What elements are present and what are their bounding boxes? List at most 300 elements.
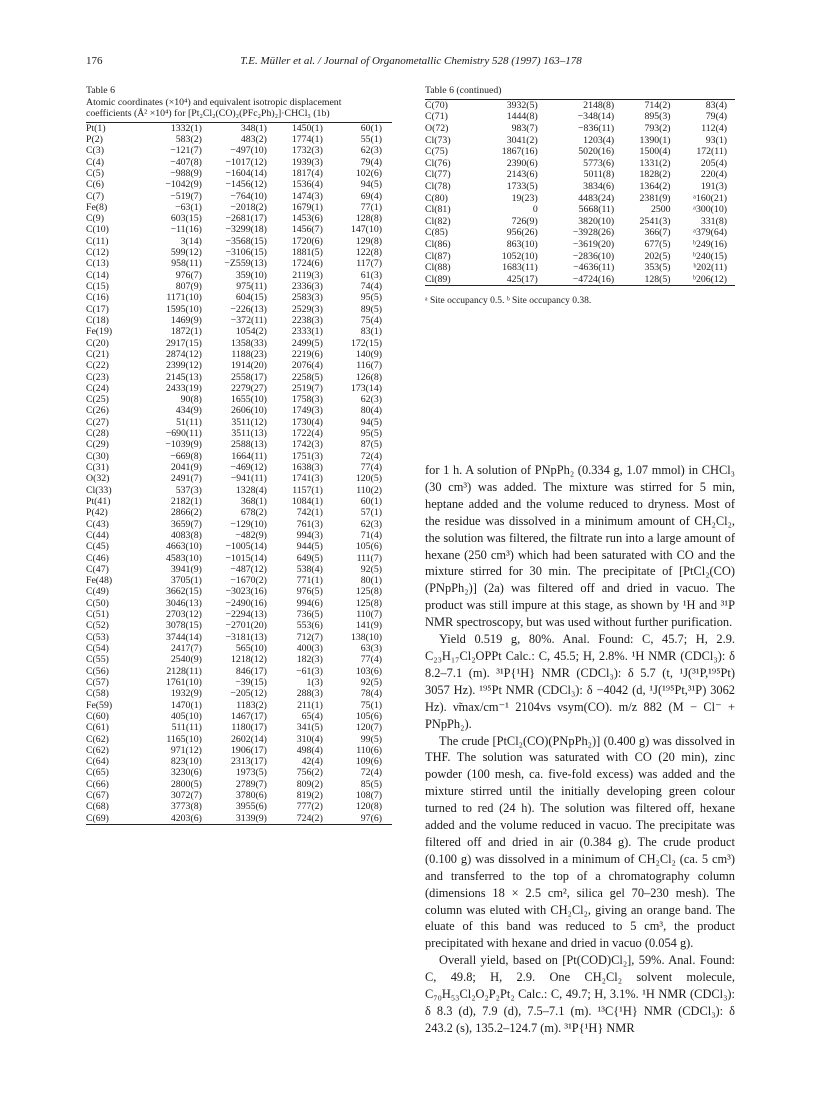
atom-label-cell: C(54) bbox=[86, 643, 109, 655]
value-cell: 211(1) bbox=[297, 699, 323, 711]
value-cell: 1331(2) bbox=[639, 157, 671, 169]
value-cell: 726(9) bbox=[511, 215, 538, 227]
value-cell: 111(7) bbox=[356, 552, 382, 564]
value-cell: 129(8) bbox=[355, 235, 382, 247]
value-cell: −1670(2) bbox=[230, 575, 267, 587]
value-cell: −1604(14) bbox=[225, 167, 267, 179]
value-cell: 2519(7) bbox=[291, 382, 323, 394]
atom-label-cell: Fe(48) bbox=[86, 575, 113, 587]
table-row bbox=[86, 292, 392, 303]
table-row bbox=[86, 779, 392, 790]
value-cell: 1180(17) bbox=[231, 722, 267, 734]
value-cell: 205(4) bbox=[700, 157, 727, 169]
value-cell: 92(5) bbox=[360, 563, 382, 575]
table-row bbox=[86, 417, 392, 428]
value-cell: 61(3) bbox=[360, 269, 382, 281]
value-cell: 603(15) bbox=[170, 213, 202, 225]
value-cell: 1906(17) bbox=[231, 744, 267, 756]
value-cell: 220(4) bbox=[700, 169, 727, 181]
value-cell: 1469(9) bbox=[170, 314, 202, 326]
atom-label-cell: P(42) bbox=[86, 507, 108, 519]
value-cell: 1973(5) bbox=[235, 767, 267, 779]
value-cell: 2279(27) bbox=[231, 382, 267, 394]
value-cell: 3820(10) bbox=[578, 215, 615, 227]
table-row bbox=[425, 250, 735, 262]
coordinates-table-continued bbox=[425, 100, 735, 286]
value-cell: 2583(3) bbox=[291, 292, 323, 304]
value-cell: 5773(6) bbox=[583, 157, 615, 169]
value-cell: 87(5) bbox=[360, 439, 382, 451]
atom-label-cell: C(71) bbox=[425, 111, 448, 123]
value-cell: 1183(2) bbox=[236, 699, 267, 711]
table-row bbox=[86, 304, 392, 315]
atom-label-cell: Pt(1) bbox=[86, 122, 106, 134]
value-cell: 109(6) bbox=[355, 756, 382, 768]
atom-label-cell: C(62) bbox=[86, 744, 109, 756]
table-row bbox=[425, 146, 735, 158]
value-cell: 678(2) bbox=[240, 507, 267, 519]
table-row bbox=[86, 564, 392, 575]
value-cell: 105(6) bbox=[355, 541, 382, 553]
value-cell: 1364(2) bbox=[639, 180, 671, 192]
table-row bbox=[86, 337, 392, 348]
value-cell: −4724(16) bbox=[572, 273, 615, 285]
value-cell: 2143(6) bbox=[506, 169, 538, 181]
value-cell: 863(10) bbox=[506, 238, 538, 250]
value-cell: 2313(17) bbox=[231, 756, 267, 768]
value-cell: 3072(7) bbox=[170, 790, 202, 802]
table-continued-bottom-rule bbox=[425, 285, 735, 286]
atom-label-cell: C(68) bbox=[86, 801, 109, 813]
table-row bbox=[86, 179, 392, 190]
value-cell: 649(5) bbox=[296, 552, 323, 564]
atom-label-cell: C(45) bbox=[86, 541, 109, 553]
value-cell: 69(4) bbox=[360, 190, 382, 202]
value-cell: 3834(6) bbox=[583, 180, 615, 192]
atom-label-cell: Cl(88) bbox=[425, 262, 451, 274]
value-cell: 405(10) bbox=[170, 710, 202, 722]
value-cell: 3659(7) bbox=[170, 518, 202, 530]
table-row bbox=[86, 767, 392, 778]
value-cell: 80(1) bbox=[360, 575, 382, 587]
value-cell: 736(5) bbox=[296, 609, 323, 621]
value-cell: 1679(1) bbox=[291, 201, 323, 213]
value-cell: 1732(3) bbox=[291, 145, 323, 157]
value-cell: −372(11) bbox=[230, 314, 267, 326]
value-cell: −941(11) bbox=[230, 473, 267, 485]
value-cell: 975(11) bbox=[236, 281, 267, 293]
page-number: 176 bbox=[86, 55, 103, 67]
value-cell: 2606(10) bbox=[231, 405, 267, 417]
value-cell: 62(3) bbox=[360, 145, 382, 157]
value-cell: 1881(5) bbox=[291, 247, 323, 259]
value-cell: 583(2) bbox=[175, 133, 202, 145]
value-cell: 93(1) bbox=[705, 134, 727, 146]
value-cell: 3705(1) bbox=[170, 575, 202, 587]
value-cell: 141(9) bbox=[355, 620, 382, 632]
value-cell: 3078(15) bbox=[165, 620, 202, 632]
value-cell: 72(4) bbox=[360, 450, 382, 462]
value-cell: 2076(4) bbox=[291, 360, 323, 372]
value-cell: 4083(8) bbox=[170, 529, 202, 541]
value-cell: 819(2) bbox=[296, 790, 323, 802]
table-row bbox=[86, 371, 392, 382]
value-cell: −764(10) bbox=[230, 190, 267, 202]
value-cell: 677(5) bbox=[644, 238, 671, 250]
atom-label-cell: C(12) bbox=[86, 247, 109, 259]
value-cell: 122(8) bbox=[355, 247, 382, 259]
value-cell: 756(2) bbox=[296, 767, 323, 779]
value-cell: 1358(33) bbox=[231, 337, 267, 349]
value-cell: 714(2) bbox=[644, 99, 671, 111]
value-cell: 116(7) bbox=[356, 360, 382, 372]
table-row bbox=[86, 813, 392, 824]
value-cell: 511(11) bbox=[171, 722, 202, 734]
table-row bbox=[425, 100, 735, 112]
table-row bbox=[86, 145, 392, 156]
table-row bbox=[86, 552, 392, 563]
atom-label-cell: C(27) bbox=[86, 416, 109, 428]
value-cell: 75(1) bbox=[360, 699, 382, 711]
value-cell: 102(6) bbox=[355, 167, 382, 179]
value-cell: 793(2) bbox=[644, 122, 671, 134]
atom-label-cell: C(7) bbox=[86, 190, 104, 202]
value-cell: 1203(4) bbox=[583, 134, 615, 146]
atom-label-cell: C(13) bbox=[86, 258, 109, 270]
value-cell: 3744(14) bbox=[165, 631, 202, 643]
table-row bbox=[86, 666, 392, 677]
value-cell: ᵇ240(15) bbox=[692, 250, 727, 262]
atom-label-cell: P(2) bbox=[86, 133, 103, 145]
value-cell: 498(4) bbox=[296, 744, 323, 756]
value-cell: 1453(6) bbox=[291, 213, 323, 225]
value-cell: 55(1) bbox=[360, 133, 382, 145]
value-cell: 2238(3) bbox=[291, 314, 323, 326]
value-cell: 1084(1) bbox=[291, 495, 323, 507]
atom-label-cell: C(56) bbox=[86, 665, 109, 677]
value-cell: −519(7) bbox=[170, 190, 202, 202]
value-cell: 79(4) bbox=[705, 111, 727, 123]
value-cell: 173(14) bbox=[350, 382, 382, 394]
value-cell: −4636(11) bbox=[573, 262, 615, 274]
table-row bbox=[86, 496, 392, 507]
value-cell: −2681(17) bbox=[225, 213, 267, 225]
value-cell: 1867(16) bbox=[501, 146, 538, 158]
value-cell: −690(11) bbox=[165, 428, 202, 440]
table-6-continued bbox=[425, 85, 735, 306]
value-cell: 1751(3) bbox=[291, 450, 323, 462]
table-row bbox=[86, 518, 392, 529]
value-cell: 95(5) bbox=[360, 428, 382, 440]
atom-label-cell: Fe(19) bbox=[86, 326, 113, 338]
value-cell: 75(4) bbox=[360, 314, 382, 326]
value-cell: 4483(24) bbox=[578, 192, 615, 204]
value-cell: 140(9) bbox=[355, 348, 382, 360]
value-cell: 60(1) bbox=[360, 122, 382, 134]
value-cell: 120(7) bbox=[355, 722, 382, 734]
value-cell: 565(10) bbox=[235, 643, 267, 655]
value-cell: 1218(12) bbox=[231, 654, 267, 666]
atom-label-cell: C(64) bbox=[86, 756, 109, 768]
value-cell: 1932(9) bbox=[170, 688, 202, 700]
table-row bbox=[86, 360, 392, 371]
value-cell: 2258(5) bbox=[291, 371, 323, 383]
atom-label-cell: Cl(76) bbox=[425, 157, 451, 169]
atom-label-cell: C(5) bbox=[86, 167, 104, 179]
atom-label-cell: C(16) bbox=[86, 292, 109, 304]
value-cell: 1467(17) bbox=[231, 710, 267, 722]
paragraph: Overall yield, based on [Pt(COD)Cl₂], 59%. Anal. Found: C, 49.8; H, 2.9. One CH₂Cl₂ solvent molecule, C₇₀H₅₃Cl₂O₂P₂Pt₂ Calc.: C, 49.7; H, 3.1%. ¹H NMR (CDCl₃): δ 8.3 (d), 7.9 (d), 7.5–7.1 (m). ¹³C{¹H} NMR (CDCl₃): δ 243.2 (s), 135.2–124.7 (m). ³¹P{¹H} NMR bbox=[425, 953, 735, 1035]
value-cell: 368(1) bbox=[240, 495, 267, 507]
paragraph: Yield 0.519 g, 80%. Anal. Found: C, 45.7; H, 2.9. C₂₃H₁₇Cl₂OPPt Calc.: C, 45.5; H, 2.8%. ¹H NMR (CDCl₃): δ 8.2–7.1 (m). ³¹P{¹H} NMR (CDCl₃): δ 5.7 (t, ¹J(³¹P,¹⁹⁵Pt) 3057 Hz). ¹⁹⁵Pt NMR (CDCl₃): δ −4042 (d, ¹J(¹⁹⁵Pt,³¹P) 3062 Hz). ν̃max/cm⁻¹ 2104vs νsym(CO). m/z 882 (M − Cl⁻ + PNpPh₂). bbox=[425, 632, 735, 731]
value-cell: 353(5) bbox=[644, 262, 671, 274]
atom-label-cell: C(30) bbox=[86, 450, 109, 462]
value-cell: 3941(9) bbox=[170, 563, 202, 575]
atom-label-cell: C(52) bbox=[86, 620, 109, 632]
table-row bbox=[86, 654, 392, 665]
value-cell: 712(7) bbox=[296, 631, 323, 643]
value-cell: 1052(10) bbox=[501, 250, 538, 262]
value-cell: 191(3) bbox=[700, 180, 727, 192]
value-cell: −226(13) bbox=[230, 303, 267, 315]
table-row bbox=[86, 575, 392, 586]
table-row bbox=[86, 315, 392, 326]
value-cell: 1157(1) bbox=[292, 484, 323, 496]
value-cell: 1742(3) bbox=[291, 439, 323, 451]
value-cell: 65(4) bbox=[301, 710, 323, 722]
value-cell: −1039(9) bbox=[165, 439, 202, 451]
value-cell: 74(4) bbox=[360, 281, 382, 293]
value-cell: 1664(11) bbox=[231, 450, 267, 462]
value-cell: 2800(5) bbox=[170, 778, 202, 790]
value-cell: 3932(5) bbox=[506, 99, 538, 111]
value-cell: 310(4) bbox=[296, 733, 323, 745]
value-cell: −1015(14) bbox=[225, 552, 267, 564]
coordinates-table bbox=[86, 123, 392, 824]
atom-label-cell: C(22) bbox=[86, 360, 109, 372]
value-cell: 112(4) bbox=[701, 122, 727, 134]
value-cell: 366(7) bbox=[644, 227, 671, 239]
value-cell: 103(6) bbox=[355, 665, 382, 677]
value-cell: 110(7) bbox=[356, 609, 382, 621]
value-cell: 434(9) bbox=[175, 405, 202, 417]
value-cell: 1444(8) bbox=[506, 111, 538, 123]
atom-label-cell: C(29) bbox=[86, 439, 109, 451]
table-row bbox=[425, 192, 735, 204]
value-cell: 147(10) bbox=[350, 224, 382, 236]
value-cell: 2390(6) bbox=[506, 157, 538, 169]
atom-label-cell: C(18) bbox=[86, 314, 109, 326]
value-cell: 90(8) bbox=[180, 394, 202, 406]
value-cell: 1655(10) bbox=[231, 394, 267, 406]
value-cell: 57(1) bbox=[360, 507, 382, 519]
value-cell: −121(7) bbox=[170, 145, 202, 157]
value-cell: 1595(10) bbox=[165, 303, 202, 315]
table-row bbox=[425, 111, 735, 123]
value-cell: 1165(10) bbox=[166, 733, 202, 745]
atom-label-cell: Pt(41) bbox=[86, 495, 111, 507]
atom-label-cell: C(66) bbox=[86, 778, 109, 790]
value-cell: 944(5) bbox=[296, 541, 323, 553]
value-cell: 172(11) bbox=[696, 146, 727, 158]
value-cell: 1474(3) bbox=[291, 190, 323, 202]
value-cell: −129(10) bbox=[230, 518, 267, 530]
value-cell: ᵇ202(11) bbox=[693, 262, 727, 274]
value-cell: 1171(10) bbox=[166, 292, 202, 304]
value-cell: −3023(16) bbox=[225, 586, 267, 598]
atom-label-cell: C(44) bbox=[86, 529, 109, 541]
table-row bbox=[86, 326, 392, 337]
table-row bbox=[425, 157, 735, 169]
table-row bbox=[86, 405, 392, 416]
value-cell: −2836(10) bbox=[572, 250, 615, 262]
atom-label-cell: C(55) bbox=[86, 654, 109, 666]
value-cell: −669(8) bbox=[170, 450, 202, 462]
atom-label-cell: C(65) bbox=[86, 767, 109, 779]
value-cell: 1774(1) bbox=[291, 133, 323, 145]
value-cell: 777(2) bbox=[296, 801, 323, 813]
value-cell: 2417(7) bbox=[170, 643, 202, 655]
table-continued-title: Table 6 (continued) bbox=[425, 85, 502, 96]
atom-label-cell: C(20) bbox=[86, 337, 109, 349]
value-cell: 89(5) bbox=[360, 303, 382, 315]
value-cell: 120(8) bbox=[355, 801, 382, 813]
value-cell: 1536(4) bbox=[291, 179, 323, 191]
table-row bbox=[425, 215, 735, 227]
table-footnote: ᵃ Site occupancy 0.5. ᵇ Site occupancy 0.38. bbox=[425, 296, 592, 306]
value-cell: 599(12) bbox=[170, 247, 202, 259]
value-cell: 846(17) bbox=[235, 665, 267, 677]
atom-label-cell: Cl(87) bbox=[425, 250, 451, 262]
value-cell: 72(4) bbox=[360, 767, 382, 779]
table-row bbox=[86, 620, 392, 631]
value-cell: 92(5) bbox=[360, 676, 382, 688]
value-cell: 1733(5) bbox=[506, 180, 538, 192]
table-row bbox=[86, 756, 392, 767]
value-cell: 2433(19) bbox=[165, 382, 202, 394]
value-cell: 2182(1) bbox=[170, 495, 202, 507]
value-cell: 1456(7) bbox=[291, 224, 323, 236]
value-cell: 5668(11) bbox=[578, 204, 615, 216]
table-row bbox=[86, 733, 392, 744]
table-caption-line-2: coefficients (Å² ×10⁴) for [Pt₂Cl₂(CO)₂(PFc₂Ph)₂]·CHCl₃ (1b) bbox=[86, 108, 330, 119]
atom-label-cell: Cl(73) bbox=[425, 134, 451, 146]
value-cell: 5020(16) bbox=[578, 146, 615, 158]
atom-label-cell: Cl(77) bbox=[425, 169, 451, 181]
value-cell: 1(3) bbox=[306, 676, 323, 688]
value-cell: −1017(12) bbox=[225, 156, 267, 168]
atom-label-cell: C(6) bbox=[86, 179, 104, 191]
table-row bbox=[86, 722, 392, 733]
table-row bbox=[86, 439, 392, 450]
atom-label-cell: O(72) bbox=[425, 122, 449, 134]
atom-label-cell: C(50) bbox=[86, 597, 109, 609]
table-bottom-rule bbox=[86, 824, 392, 825]
value-cell: 1914(20) bbox=[231, 360, 267, 372]
table-row bbox=[86, 247, 392, 258]
value-cell: 4203(6) bbox=[170, 812, 202, 824]
value-cell: 1638(3) bbox=[291, 462, 323, 474]
paragraph: for 1 h. A solution of PNpPh₂ (0.334 g, 1.07 mmol) in CHCl₃ (30 cm³) was added. The mixture was stirred for 5 min, heptane added and the volume reduced to dryness. Most of the residue was dissolved in a minimum amount of CH₂Cl₂, the solution was filtered, the filtrate run into a large amount of hexane (250 cm³) which had been saturated with CO and the mixture stirred for 30 min. The precipitate of [PtCl₂(CO)(PNpPh₂)] (2a) was filtered off and dried in vacuo. The product was still impure at this stage, as shown by ¹H and ³¹P NMR spectroscopy, but was used without further purification. bbox=[425, 463, 735, 630]
value-cell: 1817(4) bbox=[291, 167, 323, 179]
value-cell: 2558(17) bbox=[231, 371, 267, 383]
value-cell: 2381(9) bbox=[639, 192, 671, 204]
value-cell: 2499(5) bbox=[291, 337, 323, 349]
value-cell: 348(1) bbox=[240, 122, 267, 134]
value-cell: 1939(3) bbox=[291, 156, 323, 168]
value-cell: 1188(23) bbox=[231, 348, 267, 360]
atom-label-cell: C(28) bbox=[86, 428, 109, 440]
value-cell: 182(3) bbox=[296, 654, 323, 666]
value-cell: −3568(15) bbox=[225, 235, 267, 247]
atom-label-cell: C(31) bbox=[86, 462, 109, 474]
value-cell: 2145(13) bbox=[165, 371, 202, 383]
value-cell: 1722(4) bbox=[291, 428, 323, 440]
value-cell: 538(4) bbox=[296, 563, 323, 575]
value-cell: −497(10) bbox=[230, 145, 267, 157]
atom-label-cell: C(67) bbox=[86, 790, 109, 802]
table-row bbox=[86, 168, 392, 179]
table-row bbox=[86, 202, 392, 213]
table-row bbox=[425, 204, 735, 216]
table-row bbox=[86, 451, 392, 462]
value-cell: 2874(12) bbox=[165, 348, 202, 360]
atom-label-cell: C(69) bbox=[86, 812, 109, 824]
atom-label-cell: C(58) bbox=[86, 688, 109, 700]
value-cell: 807(9) bbox=[175, 281, 202, 293]
value-cell: 138(10) bbox=[350, 631, 382, 643]
value-cell: 2219(6) bbox=[291, 348, 323, 360]
atom-label-cell: C(70) bbox=[425, 99, 448, 111]
value-cell: −482(9) bbox=[235, 529, 267, 541]
table-row bbox=[86, 609, 392, 620]
value-cell: 1724(6) bbox=[291, 258, 323, 270]
value-cell: 77(4) bbox=[360, 462, 382, 474]
value-cell: 95(5) bbox=[360, 292, 382, 304]
atom-label-cell: Fe(59) bbox=[86, 699, 113, 711]
table-row bbox=[86, 632, 392, 643]
value-cell: 62(3) bbox=[360, 518, 382, 530]
value-cell: 94(5) bbox=[360, 179, 382, 191]
value-cell: 976(5) bbox=[296, 586, 323, 598]
table-row bbox=[86, 711, 392, 722]
value-cell: 78(4) bbox=[360, 688, 382, 700]
table-row bbox=[86, 349, 392, 360]
table-row bbox=[86, 790, 392, 801]
value-cell: 3139(9) bbox=[235, 812, 267, 824]
table-row bbox=[86, 598, 392, 609]
atom-label-cell: C(15) bbox=[86, 281, 109, 293]
value-cell: −836(11) bbox=[578, 122, 615, 134]
atom-label-cell: C(61) bbox=[86, 722, 109, 734]
atom-label-cell: O(32) bbox=[86, 473, 110, 485]
atom-label-cell: C(46) bbox=[86, 552, 109, 564]
value-cell: 2399(12) bbox=[165, 360, 202, 372]
table-row bbox=[86, 156, 392, 167]
paragraph: The crude [PtCl₂(CO)(PNpPh₂)] (0.400 g) was dissolved in THF. The solution was saturated with CO (20 min), zinc powder (100 mesh, ca. five-fold excess) was added and the mixture stirred until the initially developing green colour turned to red (24 h). The solution was filtered off, hexane added and the volume reduced in vacuo. The precipitate was filtered off and dried in air (0.384 g). The crude product (0.100 g) was dissolved in a minimum of CH₂Cl₂ (ca. 5 cm³) and transferred to the top of a chromatography column (dimensions 18 × 2.5 cm², silica gel 70–230 mesh). The column was eluted with CH₂Cl₂, giving an orange band. The eluate of this band was reduced to 5 cm³, the product precipitated with hexane and dried in vacuo (0.054 g). bbox=[425, 733, 735, 951]
atom-label-cell: C(80) bbox=[425, 192, 448, 204]
value-cell: 537(3) bbox=[175, 484, 202, 496]
value-cell: 4583(10) bbox=[165, 552, 202, 564]
value-cell: 994(6) bbox=[296, 597, 323, 609]
value-cell: 1683(11) bbox=[502, 262, 538, 274]
value-cell: 19(23) bbox=[511, 192, 538, 204]
table-row bbox=[86, 530, 392, 541]
table-row bbox=[86, 123, 392, 134]
value-cell: 956(26) bbox=[506, 227, 538, 239]
table-row bbox=[86, 134, 392, 145]
value-cell: 202(5) bbox=[644, 250, 671, 262]
